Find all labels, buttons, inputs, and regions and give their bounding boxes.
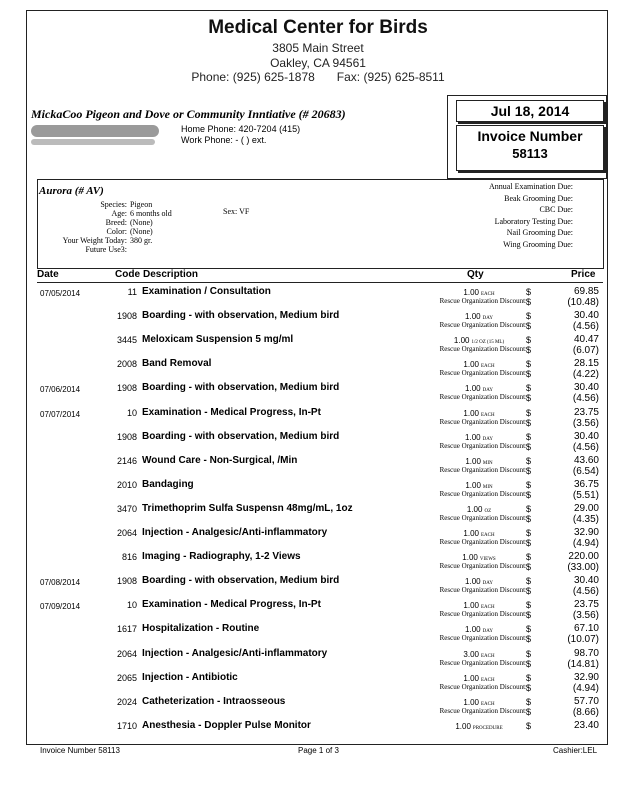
discount-label: Rescue Organization Discount: (439, 369, 527, 378)
item-price: 98.70 (573, 647, 599, 659)
currency-symbol: $ (526, 359, 532, 370)
due-dates-list (489, 181, 573, 251)
item-price: 220.00 (568, 551, 599, 563)
table-row (27, 551, 609, 575)
item-price: 32.90 (573, 671, 599, 683)
item-code: 1908 (116, 383, 137, 394)
item-unit: OZ (484, 508, 492, 514)
item-unit: DAY (482, 436, 493, 442)
item-price: 23.40 (573, 719, 599, 731)
item-qty-value: 1.00 (465, 312, 481, 322)
item-description: Boarding - with observation, Medium bird (142, 310, 340, 322)
currency-symbol: $ (526, 528, 532, 538)
table-row (27, 407, 609, 431)
item-price: 28.15 (573, 358, 599, 370)
item-qty (429, 503, 532, 514)
item-unit: EACH (480, 701, 495, 707)
item-price: 30.40 (573, 310, 599, 322)
item-date: 07/06/2014 (40, 385, 81, 395)
currency-symbol: $ (526, 417, 532, 428)
patient-field-label: Breed: (105, 218, 127, 227)
item-qty (429, 576, 532, 587)
col-qty: Qty (467, 269, 484, 280)
item-description: Wound Care - Non-Surgical, /Min (142, 454, 298, 466)
currency-symbol: $ (526, 672, 532, 683)
table-row (27, 431, 609, 455)
currency-symbol: $ (526, 321, 532, 332)
col-description: Description (143, 269, 199, 280)
discount-label: Rescue Organization Discount: (439, 586, 527, 595)
item-qty (429, 720, 532, 731)
table-row (27, 648, 609, 672)
item-description: Examination / Consultation (142, 286, 271, 297)
item-unit: EACH (480, 653, 495, 659)
item-unit: EACH (480, 292, 495, 297)
patient-field-value: (None) (130, 218, 153, 227)
currency-symbol: $ (526, 600, 532, 611)
item-discount: (3.56) (572, 610, 599, 622)
item-code: 2064 (116, 648, 137, 659)
item-description: Injection - Analgesic/Anti-inflammatory (142, 647, 328, 659)
item-discount: (14.81) (567, 658, 599, 670)
item-qty (429, 624, 532, 635)
currency-symbol: $ (526, 369, 532, 380)
item-qty (429, 696, 532, 707)
item-code: 1908 (116, 311, 137, 322)
item-qty (429, 479, 532, 490)
discount-label: Rescue Organization Discount: (439, 441, 527, 450)
item-code: 1908 (116, 576, 137, 587)
discount-label: Rescue Organization Discount: (439, 562, 527, 571)
currency-symbol: $ (526, 586, 532, 597)
currency-symbol: $ (526, 658, 532, 669)
item-unit: DAY (482, 388, 493, 394)
table-row (27, 720, 609, 744)
item-qty (429, 528, 532, 538)
item-qty-value: 1.00 (463, 360, 479, 370)
item-qty-value: 1.00 (463, 288, 479, 297)
item-qty (429, 455, 532, 466)
item-price: 57.70 (573, 695, 599, 707)
item-unit: VIEWS (479, 557, 496, 563)
item-description: Hospitalization - Routine (142, 623, 260, 635)
item-code: 11 (127, 287, 137, 297)
item-qty (429, 407, 532, 418)
item-qty-value: 1.00 (466, 504, 483, 514)
table-row (27, 455, 609, 479)
patient-field-label: Age: (111, 209, 127, 218)
col-price: Price (571, 269, 596, 280)
currency-symbol: $ (526, 513, 532, 524)
item-unit: EACH (480, 677, 495, 683)
item-discount: (4.94) (572, 538, 599, 549)
item-discount: (3.56) (572, 417, 599, 429)
client-name: MickaCoo Pigeon and Dove or Community Inntiative (# 20683) (31, 107, 346, 121)
clinic-fax: Fax: (925) 625-8511 (336, 70, 445, 84)
currency-symbol: $ (526, 503, 532, 514)
currency-symbol: $ (526, 610, 532, 621)
item-description: Band Removal (142, 358, 212, 370)
item-description: Injection - Analgesic/Anti-inflammatory (142, 527, 328, 538)
item-unit: PROCEDURE (472, 725, 503, 731)
due-date-item: Annual Examination Due: (489, 182, 573, 191)
item-date: 07/05/2014 (40, 289, 81, 298)
invoice-number-label: Invoice Number (477, 128, 583, 144)
item-discount: (4.56) (572, 586, 599, 598)
clinic-phone: Phone: (925) 625-1878 (191, 70, 315, 84)
item-unit: EACH (480, 533, 495, 538)
patient-field-value: 380 gr. (130, 236, 153, 245)
discount-label: Rescue Organization Discount: (439, 634, 527, 643)
table-row (27, 310, 609, 334)
currency-symbol: $ (526, 393, 532, 404)
item-price: 30.40 (573, 382, 599, 394)
item-description: Boarding - with observation, Medium bird (142, 430, 340, 442)
discount-label: Rescue Organization Discount: (439, 297, 527, 305)
discount-label: Rescue Organization Discount: (439, 489, 527, 498)
item-price: 36.75 (573, 478, 599, 490)
item-qty (429, 431, 532, 442)
item-price: 30.40 (573, 430, 599, 442)
currency-symbol: $ (526, 682, 532, 693)
item-price: 69.85 (573, 286, 599, 297)
item-unit: EACH (480, 412, 495, 418)
patient-field (27, 245, 130, 255)
item-unit: DAY (482, 629, 493, 635)
item-date: 07/08/2014 (40, 578, 81, 588)
item-qty (429, 648, 532, 659)
table-row (27, 672, 609, 696)
work-phone: Work Phone: - ( ) ext. (181, 135, 267, 145)
table-row (27, 599, 609, 623)
discount-label: Rescue Organization Discount: (439, 610, 527, 619)
currency-symbol: $ (526, 455, 532, 466)
currency-symbol: $ (526, 287, 532, 297)
item-qty-value: 1.00 (463, 529, 479, 538)
patient-field-value: (None) (130, 227, 153, 236)
currency-symbol: $ (526, 441, 532, 452)
discount-label: Rescue Organization Discount: (439, 538, 527, 546)
item-unit: EACH (480, 605, 495, 611)
discount-label: Rescue Organization Discount: (439, 465, 527, 474)
item-discount: (4.94) (572, 682, 599, 694)
clinic-name: Medical Center for Birds (208, 17, 428, 38)
discount-label: Rescue Organization Discount: (439, 393, 527, 402)
item-code: 2008 (116, 359, 137, 370)
item-discount: (6.07) (572, 345, 599, 357)
invoice-number: 58113 (512, 146, 548, 161)
discount-label: Rescue Organization Discount: (439, 321, 527, 330)
home-phone: Home Phone: 420-7204 (415) (181, 124, 301, 134)
item-unit: EACH (480, 364, 495, 370)
item-qty-value: 1.00 (465, 432, 481, 442)
item-date: 07/09/2014 (40, 602, 81, 612)
item-description: Catheterization - Intraosseous (142, 695, 286, 707)
clinic-phones (27, 70, 609, 84)
patient-name: Aurora (# AV) (39, 185, 104, 197)
item-code: 10 (126, 407, 137, 418)
currency-symbol: $ (526, 335, 532, 346)
currency-symbol: $ (526, 345, 532, 356)
table-row (27, 479, 609, 503)
item-code: 3445 (116, 335, 137, 346)
item-qty-value: 1.00 (465, 384, 481, 394)
item-qty (429, 600, 532, 611)
item-discount: (8.66) (572, 706, 599, 718)
item-code: 816 (121, 552, 137, 563)
item-discount: (4.56) (572, 441, 599, 453)
item-description: Boarding - with observation, Medium bird (142, 575, 340, 587)
discount-label: Rescue Organization Discount: (439, 417, 527, 426)
due-date-item: Wing Grooming Due: (503, 239, 573, 249)
due-date-item: CBC Due: (539, 205, 573, 215)
item-description: Meloxicam Suspension 5 mg/ml (142, 334, 294, 346)
currency-symbol: $ (526, 576, 532, 587)
item-price: 40.47 (573, 334, 599, 346)
currency-symbol: $ (526, 297, 532, 307)
table-row (27, 527, 609, 551)
item-qty-value: 1.00 (465, 577, 481, 587)
currency-symbol: $ (526, 696, 532, 707)
footer-invoice: Invoice Number 58113 (40, 746, 120, 755)
clinic-city: Oakley, CA 94561 (270, 56, 366, 70)
item-qty-value: 1.00 (462, 553, 478, 563)
item-qty-value: 1.00 (463, 601, 479, 611)
item-code: 2065 (116, 672, 137, 683)
patient-field-label: Future Use3: (85, 245, 127, 254)
invoice-page (26, 10, 608, 745)
currency-symbol: $ (526, 383, 532, 394)
item-discount: (10.48) (567, 297, 599, 308)
item-qty-value: 1.00 (465, 480, 481, 490)
item-qty (429, 287, 532, 297)
col-code: Code (115, 269, 140, 280)
item-qty-value: 1.00 (463, 408, 479, 418)
item-qty (429, 552, 532, 563)
item-code: 1908 (116, 431, 137, 442)
currency-symbol: $ (526, 431, 532, 442)
footer-cashier: Cashier:LEL (553, 746, 598, 755)
item-description: Boarding - with observation, Medium bird (142, 382, 340, 394)
table-row (27, 286, 609, 310)
item-description: Anesthesia - Doppler Pulse Monitor (142, 719, 311, 731)
item-code: 2146 (116, 455, 137, 466)
due-date-item: Laboratory Testing Due: (494, 216, 573, 226)
item-unit: MIN (482, 460, 493, 466)
currency-symbol: $ (526, 720, 532, 731)
redacted-address (31, 125, 159, 137)
item-qty-value: 1.00 (465, 456, 481, 466)
table-row (27, 623, 609, 647)
currency-symbol: $ (526, 648, 532, 659)
redacted-city (31, 139, 155, 145)
item-discount: (4.56) (572, 321, 599, 333)
item-qty-value: 1.00 (463, 673, 479, 683)
currency-symbol: $ (526, 407, 532, 418)
item-code: 1710 (116, 720, 137, 731)
item-discount: (4.56) (572, 393, 599, 405)
item-discount: (4.35) (572, 513, 599, 525)
discount-label: Rescue Organization Discount: (439, 658, 527, 667)
invoice-date: Jul 18, 2014 (456, 100, 604, 122)
item-code: 2064 (116, 528, 137, 538)
item-qty (429, 672, 532, 683)
due-date-item: Nail Grooming Due: (506, 228, 573, 238)
discount-label: Rescue Organization Discount: (439, 706, 527, 715)
item-description: Examination - Medical Progress, In-Pt (142, 406, 321, 418)
item-price: 23.75 (573, 599, 599, 611)
currency-symbol: $ (526, 634, 532, 645)
due-date-item: Beak Grooming Due: (504, 193, 573, 203)
currency-symbol: $ (526, 311, 532, 322)
item-discount: (10.07) (567, 634, 599, 646)
item-code: 2010 (116, 479, 137, 490)
item-discount: (4.22) (572, 369, 599, 381)
patient-field-value: Pigeon (130, 200, 153, 209)
patient-sex: Sex: VF (223, 207, 250, 216)
item-qty-value: 1.00 (463, 697, 479, 707)
item-price: 29.00 (573, 502, 599, 514)
patient-field-label: Color: (106, 227, 127, 236)
item-description: Injection - Antibiotic (142, 671, 238, 683)
item-qty (429, 359, 532, 370)
item-description: Examination - Medical Progress, In-Pt (142, 599, 321, 611)
patient-field-label: Species: (100, 200, 127, 209)
currency-symbol: $ (526, 479, 532, 490)
currency-symbol: $ (526, 538, 532, 548)
item-qty-value: 1.00 (465, 625, 481, 635)
item-qty-value: 1.00 (453, 336, 470, 346)
table-row (27, 575, 609, 599)
item-code: 2024 (116, 696, 137, 707)
currency-symbol: $ (526, 465, 532, 476)
item-price: 30.40 (573, 575, 599, 587)
item-qty (429, 383, 532, 394)
item-qty-value: 3.00 (463, 649, 479, 659)
patient-field-value: 6 months old (130, 209, 172, 218)
item-description: Imaging - Radiography, 1-2 Views (142, 551, 301, 563)
table-row (27, 696, 609, 720)
item-qty (429, 311, 532, 322)
item-unit: DAY (482, 581, 493, 587)
item-code: 1617 (116, 624, 137, 635)
currency-symbol: $ (526, 562, 532, 573)
item-discount: (33.00) (567, 562, 599, 574)
currency-symbol: $ (526, 624, 532, 635)
item-unit: MIN (482, 484, 493, 490)
item-qty-value: 1.00 (455, 721, 471, 731)
item-qty (429, 335, 532, 346)
item-price: 43.60 (573, 454, 599, 466)
item-date: 07/07/2014 (40, 409, 81, 419)
discount-label: Rescue Organization Discount: (439, 513, 527, 522)
table-row (27, 503, 609, 527)
item-unit: DAY (482, 316, 493, 322)
item-discount: (6.54) (572, 465, 599, 477)
item-code: 10 (126, 600, 137, 611)
invoice-number-box (456, 125, 604, 171)
item-price: 23.75 (573, 406, 599, 418)
discount-label: Rescue Organization Discount: (439, 682, 527, 691)
item-description: Trimethoprim Sulfa Suspensn 48mg/mL, 1oz (142, 502, 353, 514)
client-phones (181, 124, 300, 146)
col-date: Date (37, 269, 59, 280)
patient-field-label: Your Weight Today: (62, 236, 127, 245)
item-unit: 1/2 OZ (15 ML) (471, 340, 505, 346)
currency-symbol: $ (526, 552, 532, 563)
clinic-street: 3805 Main Street (272, 41, 364, 55)
table-row (27, 382, 609, 406)
currency-symbol: $ (526, 489, 532, 500)
discount-label: Rescue Organization Discount: (439, 345, 527, 354)
table-row (27, 334, 609, 358)
currency-symbol: $ (526, 706, 532, 717)
item-price: 67.10 (573, 623, 599, 635)
header-divider (37, 282, 603, 283)
item-description: Bandaging (142, 478, 194, 490)
table-row (27, 358, 609, 382)
item-price: 32.90 (573, 527, 599, 538)
footer-page: Page 1 of 3 (298, 746, 339, 755)
item-discount: (5.51) (572, 489, 599, 501)
item-code: 3470 (116, 503, 137, 514)
